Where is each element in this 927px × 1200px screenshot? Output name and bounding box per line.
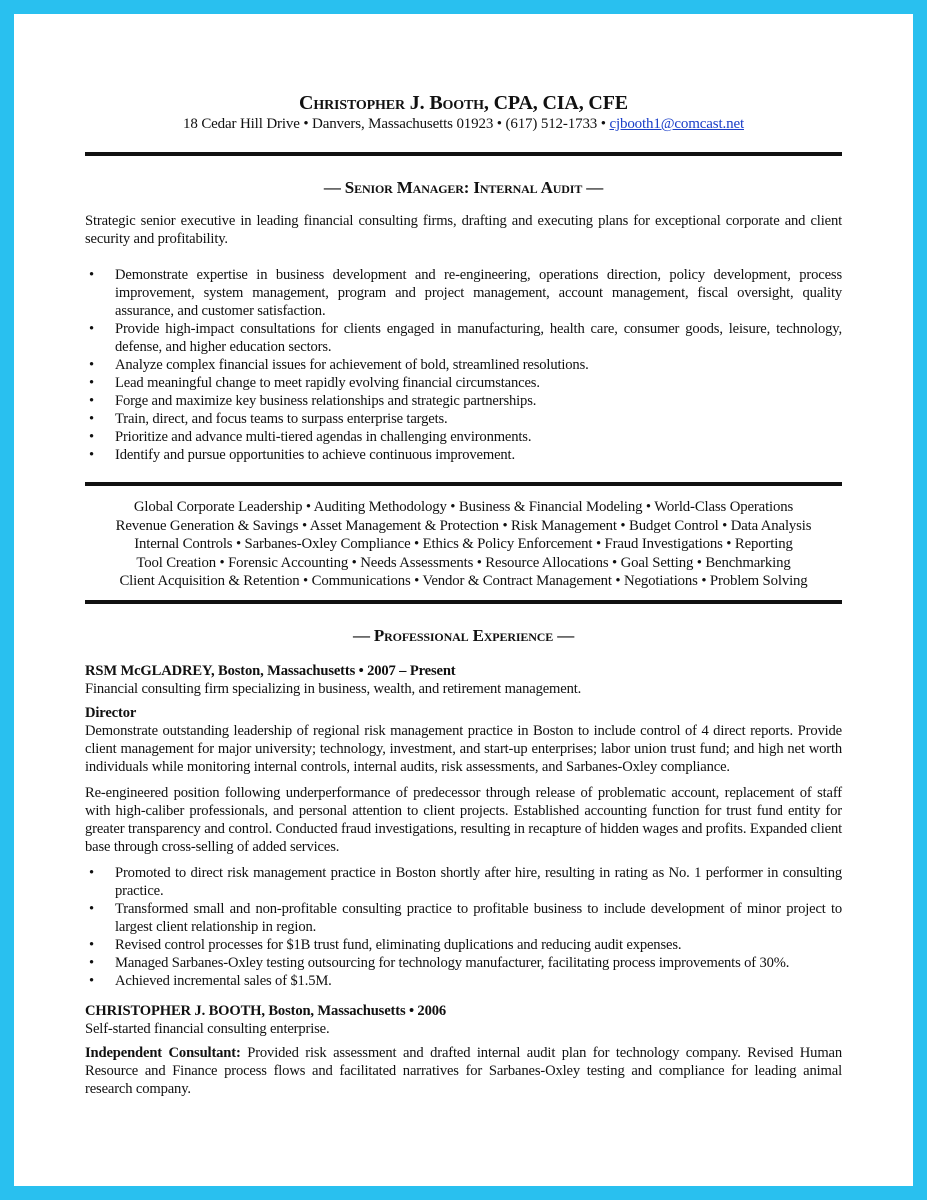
employer-1: RSM McGLADREY, Boston, Massachusetts • 2007 – Present xyxy=(85,662,456,679)
job-1-bullet: • Achieved incremental sales of $1.5M. xyxy=(85,972,842,990)
job-1-para-1: Demonstrate outstanding leadership of regional risk management practice in Boston to include control of 4 direct reports. Provide client management for major university; technology, investment, and start-up enterprises; labor union trust fund; and high net worth individuals while monitoring internal controls, internal audits, risk assessments, and Sarbanes-Oxley compliance. xyxy=(85,722,842,775)
job-1-role: Director xyxy=(85,704,137,721)
divider xyxy=(85,600,842,604)
summary-bullet: • Train, direct, and focus teams to surpass enterprise targets. xyxy=(85,410,842,428)
summary-bullet: • Identify and pursue opportunities to achieve continuous improvement. xyxy=(85,446,842,464)
job-1-para-2: Re-engineered position following underperformance of predecessor through release of problematic account, replacement of staff with high-caliber professionals, and personal attention to client projects. Established accounting function for trust fund entity for greater transparency and control. Conducted fraud investigations, resulting in recapture of hidden wages and profits. Expanded client base through cross-selling of added services. xyxy=(85,784,842,855)
job-2-text: Provided risk assessment and drafted internal audit plan for technology company. Revised Human Resource and Finance process flows and facilitated narratives for Sarbanes-Oxley testing and compliance for leading animal research company. xyxy=(85,1044,842,1097)
contact-line xyxy=(85,114,842,134)
candidate-name: Christopher J. Booth, CPA, CIA, CFE xyxy=(299,92,628,114)
page xyxy=(14,14,913,1186)
skills-line: Revenue Generation & Savings • Asset Management & Protection • Risk Management • Budget Control • Data Analysis xyxy=(115,517,812,534)
job-1-bullet: • Transformed small and non-profitable consulting practice to profitable business to include development of minor project to largest client relationship in region. xyxy=(85,900,842,936)
divider xyxy=(85,482,842,486)
employer-2-desc: Self-started financial consulting enterprise. xyxy=(85,1020,330,1037)
skills-line: Global Corporate Leadership • Auditing Methodology • Business & Financial Modeling • World-Class Operations xyxy=(133,499,794,515)
summary-bullet: • Forge and maximize key business relationships and strategic partnerships. xyxy=(85,392,842,410)
job-1-bullet: • Managed Sarbanes-Oxley testing outsourcing for technology manufacturer, facilitating process improvements of 30%. xyxy=(85,954,842,972)
job-1-bullet: • Revised control processes for $1B trust fund, eliminating duplications and reducing audit expenses. xyxy=(85,936,842,954)
skills-line: Tool Creation • Forensic Accounting • Needs Assessments • Resource Allocations • Goal Setting • Benchmarking xyxy=(136,554,791,571)
summary-bullets xyxy=(85,266,842,464)
employer-2: CHRISTOPHER J. BOOTH, Boston, Massachusetts • 2006 xyxy=(85,1002,447,1019)
summary-bullet: • Demonstrate expertise in business development and re-engineering, operations direction, policy development, process improvement, system management, program and project management, account management, fiscal oversight, quality assurance, and customer satisfaction. xyxy=(85,266,842,320)
job-2-role: Independent Consultant: xyxy=(85,1044,241,1061)
summary-bullet: • Lead meaningful change to meet rapidly evolving financial circumstances. xyxy=(85,374,842,392)
skills-line: Internal Controls • Sarbanes-Oxley Compliance • Ethics & Policy Enforcement • Fraud Investigations • Reporting xyxy=(134,536,793,552)
address: 18 Cedar Hill Drive • Danvers, Massachusetts 01923 • (617) 512-1733 • xyxy=(183,116,606,132)
skills-line: Client Acquisition & Retention • Communications • Vendor & Contract Management • Negotiations • Problem Solving xyxy=(119,573,808,589)
job-2-para xyxy=(85,1044,842,1098)
skills-list xyxy=(85,498,842,591)
resume xyxy=(85,92,842,1098)
summary: Strategic senior executive in leading financial consulting firms, drafting and executing plans for exceptional corporate and client security and profitability. xyxy=(85,213,842,247)
email-link[interactable]: cjbooth1@comcast.net xyxy=(609,116,744,132)
job-1-bullets xyxy=(85,864,842,990)
summary-bullet: • Provide high-impact consultations for clients engaged in manufacturing, health care, consumer goods, leisure, technology, defense, and higher education sectors. xyxy=(85,320,842,356)
employer-1-desc: Financial consulting firm specializing in business, wealth, and retirement management. xyxy=(85,680,582,697)
divider xyxy=(85,152,842,156)
summary-bullet: • Prioritize and advance multi-tiered agendas in challenging environments. xyxy=(85,428,842,446)
experience-heading: — Professional Experience — xyxy=(352,625,575,645)
summary-bullet: • Analyze complex financial issues for achievement of bold, streamlined resolutions. xyxy=(85,356,842,374)
job-1-bullet: • Promoted to direct risk management practice in Boston shortly after hire, resulting in rating as No. 1 performer in consulting practice. xyxy=(85,864,842,900)
resume-title: — Senior Manager: Internal Audit — xyxy=(323,178,604,197)
